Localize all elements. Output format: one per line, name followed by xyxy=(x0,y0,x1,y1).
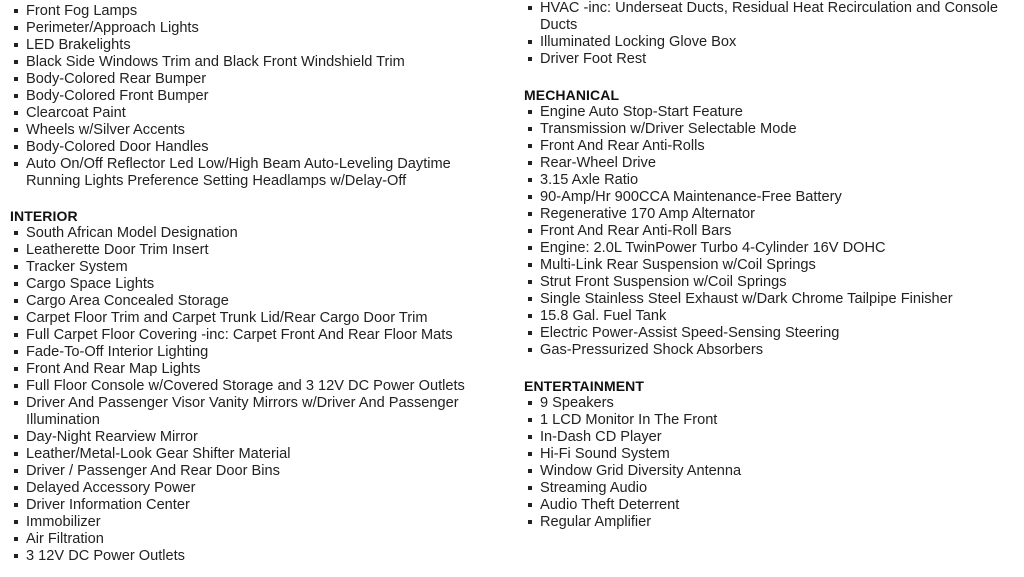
list-item: Driver Foot Rest xyxy=(524,51,1020,68)
list-item: Clearcoat Paint xyxy=(10,105,510,122)
list-item: 15.8 Gal. Fuel Tank xyxy=(524,308,1020,325)
right-column xyxy=(524,0,1020,531)
list-item: 3.15 Axle Ratio xyxy=(524,172,1020,189)
list-item: Black Side Windows Trim and Black Front Windshield Trim xyxy=(10,54,510,71)
list-item: Window Grid Diversity Antenna xyxy=(524,463,1020,480)
list-item: Cargo Space Lights xyxy=(10,276,510,293)
list-item: Electric Power-Assist Speed-Sensing Steering xyxy=(524,325,1020,342)
list-item: HVAC -inc: Underseat Ducts, Residual Heat Recirculation and Console Ducts xyxy=(524,0,1020,34)
list-item: Auto On/Off Reflector Led Low/High Beam Auto-Leveling Daytime Running Lights Preference Setting Headlamps w/Delay-Off xyxy=(10,156,486,190)
list-item: Tracker System xyxy=(10,259,510,276)
list-item: Perimeter/Approach Lights xyxy=(10,20,510,37)
list-item: Front And Rear Map Lights xyxy=(10,361,510,378)
list-item: Leather/Metal-Look Gear Shifter Material xyxy=(10,446,510,463)
list-item: 9 Speakers xyxy=(524,395,1020,412)
list-item: Driver / Passenger And Rear Door Bins xyxy=(10,463,510,480)
list-item: Body-Colored Rear Bumper xyxy=(10,71,510,88)
interior-list xyxy=(10,225,510,565)
list-item: Front And Rear Anti-Rolls xyxy=(524,138,1020,155)
list-item: Leatherette Door Trim Insert xyxy=(10,242,510,259)
list-item: Gas-Pressurized Shock Absorbers xyxy=(524,342,1020,359)
list-item: Hi-Fi Sound System xyxy=(524,446,1020,463)
mechanical-list xyxy=(524,104,1020,359)
list-item: Illuminated Locking Glove Box xyxy=(524,34,1020,51)
list-item: South African Model Designation xyxy=(10,225,510,242)
exterior-list xyxy=(10,3,510,190)
list-item: Multi-Link Rear Suspension w/Coil Springs xyxy=(524,257,1020,274)
list-item: Body-Colored Door Handles xyxy=(10,139,510,156)
list-item: Engine Auto Stop-Start Feature xyxy=(524,104,1020,121)
list-item: Audio Theft Deterrent xyxy=(524,497,1020,514)
section-heading-mechanical: MECHANICAL xyxy=(524,87,620,103)
list-item: Rear-Wheel Drive xyxy=(524,155,1020,172)
list-item: Regular Amplifier xyxy=(524,514,1020,531)
list-item: Front Fog Lamps xyxy=(10,3,510,20)
list-item: Wheels w/Silver Accents xyxy=(10,122,510,139)
list-item: Single Stainless Steel Exhaust w/Dark Chrome Tailpipe Finisher xyxy=(524,291,1020,308)
list-item: 3 12V DC Power Outlets xyxy=(10,548,510,565)
list-item: Body-Colored Front Bumper xyxy=(10,88,510,105)
list-item: Immobilizer xyxy=(10,514,510,531)
list-item: Delayed Accessory Power xyxy=(10,480,510,497)
left-column xyxy=(10,0,510,565)
list-item: Streaming Audio xyxy=(524,480,1020,497)
entertainment-list xyxy=(524,395,1020,531)
comfort-list xyxy=(524,0,1020,68)
list-item: Regenerative 170 Amp Alternator xyxy=(524,206,1020,223)
list-item: Strut Front Suspension w/Coil Springs xyxy=(524,274,1020,291)
list-item: Full Carpet Floor Covering -inc: Carpet Front And Rear Floor Mats xyxy=(10,327,510,344)
list-item: Transmission w/Driver Selectable Mode xyxy=(524,121,1020,138)
list-item: Day-Night Rearview Mirror xyxy=(10,429,510,446)
list-item: In-Dash CD Player xyxy=(524,429,1020,446)
list-item: LED Brakelights xyxy=(10,37,510,54)
list-item: 1 LCD Monitor In The Front xyxy=(524,412,1020,429)
list-item: Cargo Area Concealed Storage xyxy=(10,293,510,310)
list-item: Front And Rear Anti-Roll Bars xyxy=(524,223,1020,240)
section-heading-interior: INTERIOR xyxy=(10,208,78,224)
list-item: Engine: 2.0L TwinPower Turbo 4-Cylinder 16V DOHC xyxy=(524,240,1020,257)
list-item: 90-Amp/Hr 900CCA Maintenance-Free Battery xyxy=(524,189,1020,206)
list-item: Driver And Passenger Visor Vanity Mirrors w/Driver And Passenger Illumination xyxy=(10,395,496,429)
list-item: Driver Information Center xyxy=(10,497,510,514)
section-heading-entertainment: ENTERTAINMENT xyxy=(524,378,645,394)
list-item: Full Floor Console w/Covered Storage and 3 12V DC Power Outlets xyxy=(10,378,510,395)
list-item: Carpet Floor Trim and Carpet Trunk Lid/Rear Cargo Door Trim xyxy=(10,310,510,327)
list-item: Fade-To-Off Interior Lighting xyxy=(10,344,510,361)
list-item: Air Filtration xyxy=(10,531,510,548)
